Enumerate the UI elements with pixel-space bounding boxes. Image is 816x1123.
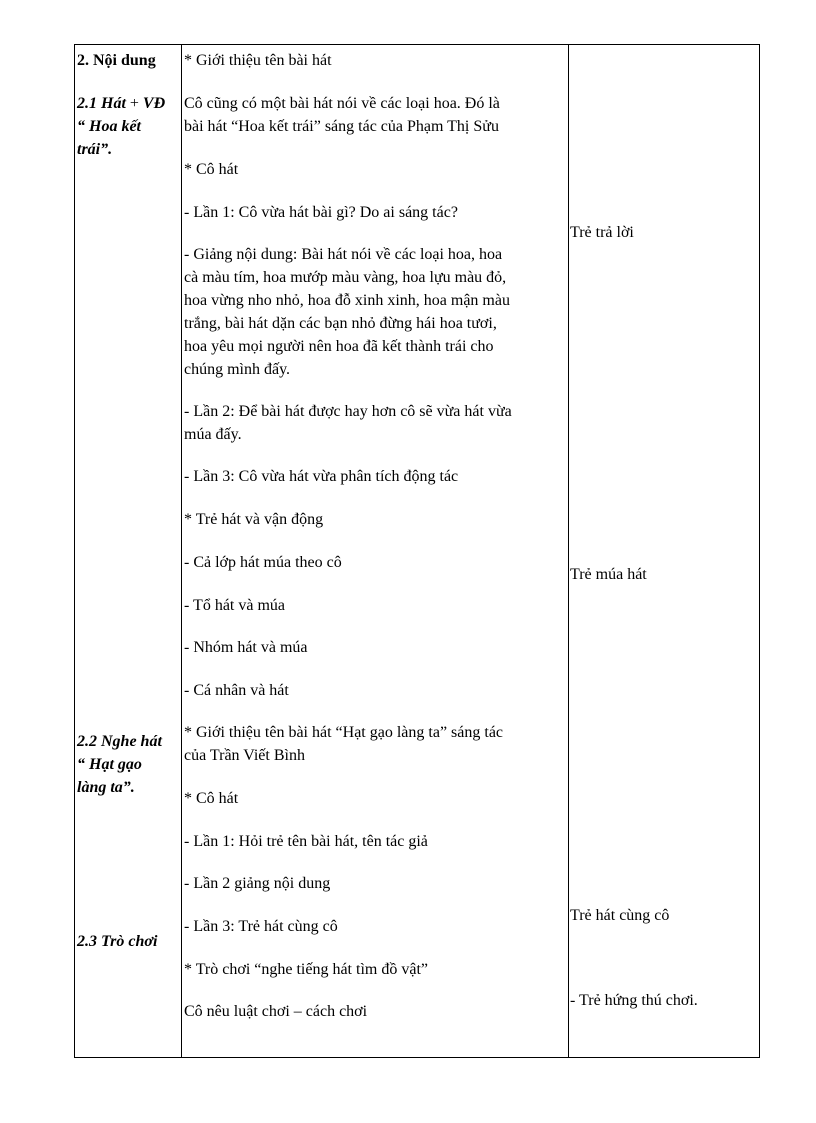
content-line: trắng, bài hát dặn các bạn nhỏ đừng hái hoa tươi, xyxy=(184,315,497,332)
content-line: chúng mình đấy. xyxy=(184,361,291,378)
content-line: * Cô hát xyxy=(184,161,239,178)
content-line: - Cá nhân và hát xyxy=(184,682,289,699)
content-line: - Nhóm hát và múa xyxy=(184,639,308,656)
content-line: Cô cũng có một bài hát nói về các loại hoa. Đó là xyxy=(184,95,500,112)
content-line: - Lần 1: Hỏi trẻ tên bài hát, tên tác giả xyxy=(184,833,428,850)
item-2-1-heading: 2.1 Hát + VĐ xyxy=(77,95,166,112)
item-2-1-song-cont: trái”. xyxy=(77,141,113,158)
content-line: - Lần 2 giảng nội dung xyxy=(184,875,331,892)
content-line: * Cô hát xyxy=(184,790,239,807)
content-line: hoa vừng nho nhỏ, hoa đỗ xinh xinh, hoa mận màu xyxy=(184,292,510,309)
content-line: - Giảng nội dung: Bài hát nói về các loại hoa, hoa xyxy=(184,246,503,263)
child-dance: Trẻ múa hát xyxy=(570,566,647,583)
content-line: - Tổ hát và múa xyxy=(184,597,286,614)
content-line: múa đấy. xyxy=(184,426,242,443)
content-line: của Trần Viết Bình xyxy=(184,747,305,764)
content-line: hoa yêu mọi người nên hoa đã kết thành trái cho xyxy=(184,338,494,355)
lesson-table xyxy=(74,44,760,1058)
item-2-2-song-cont: làng ta”. xyxy=(77,779,135,796)
section-title: 2. Nội dung xyxy=(77,52,156,69)
content-line: Cô nêu luật chơi – cách chơi xyxy=(184,1003,368,1020)
item-2-3-heading: 2.3 Trò chơi xyxy=(77,933,158,950)
content-line: - Lần 1: Cô vừa hát bài gì? Do ai sáng tác? xyxy=(184,204,458,221)
content-line: * Giới thiệu tên bài hát xyxy=(184,52,332,69)
item-2-2-song: “ Hạt gạo xyxy=(77,756,142,773)
content-line: - Lần 3: Trẻ hát cùng cô xyxy=(184,918,338,935)
content-line: * Trò chơi “nghe tiếng hát tìm đồ vật” xyxy=(184,961,428,978)
content-line: * Giới thiệu tên bài hát “Hạt gạo làng ta” sáng tác xyxy=(184,724,504,741)
content-line: cà màu tím, hoa mướp màu vàng, hoa lựu màu đỏ, xyxy=(184,269,507,286)
content-line: - Lần 3: Cô vừa hát vừa phân tích động tác xyxy=(184,468,459,485)
content-line: bài hát “Hoa kết trái” sáng tác của Phạm Thị Sửu xyxy=(184,118,499,135)
item-2-1-song: “ Hoa kết xyxy=(77,118,141,135)
child-answer: Trẻ trả lời xyxy=(570,224,634,241)
column-divider-1 xyxy=(181,45,182,1057)
content-line: - Cả lớp hát múa theo cô xyxy=(184,554,342,571)
child-sing-along: Trẻ hát cùng cô xyxy=(570,907,670,924)
child-play: - Trẻ hứng thú chơi. xyxy=(570,992,698,1009)
content-line: - Lần 2: Để bài hát được hay hơn cô sẽ vừa hát vừa xyxy=(184,403,512,420)
item-2-2-heading: 2.2 Nghe hát xyxy=(77,733,162,750)
column-divider-2 xyxy=(568,45,569,1057)
content-line: * Trẻ hát và vận động xyxy=(184,511,324,528)
